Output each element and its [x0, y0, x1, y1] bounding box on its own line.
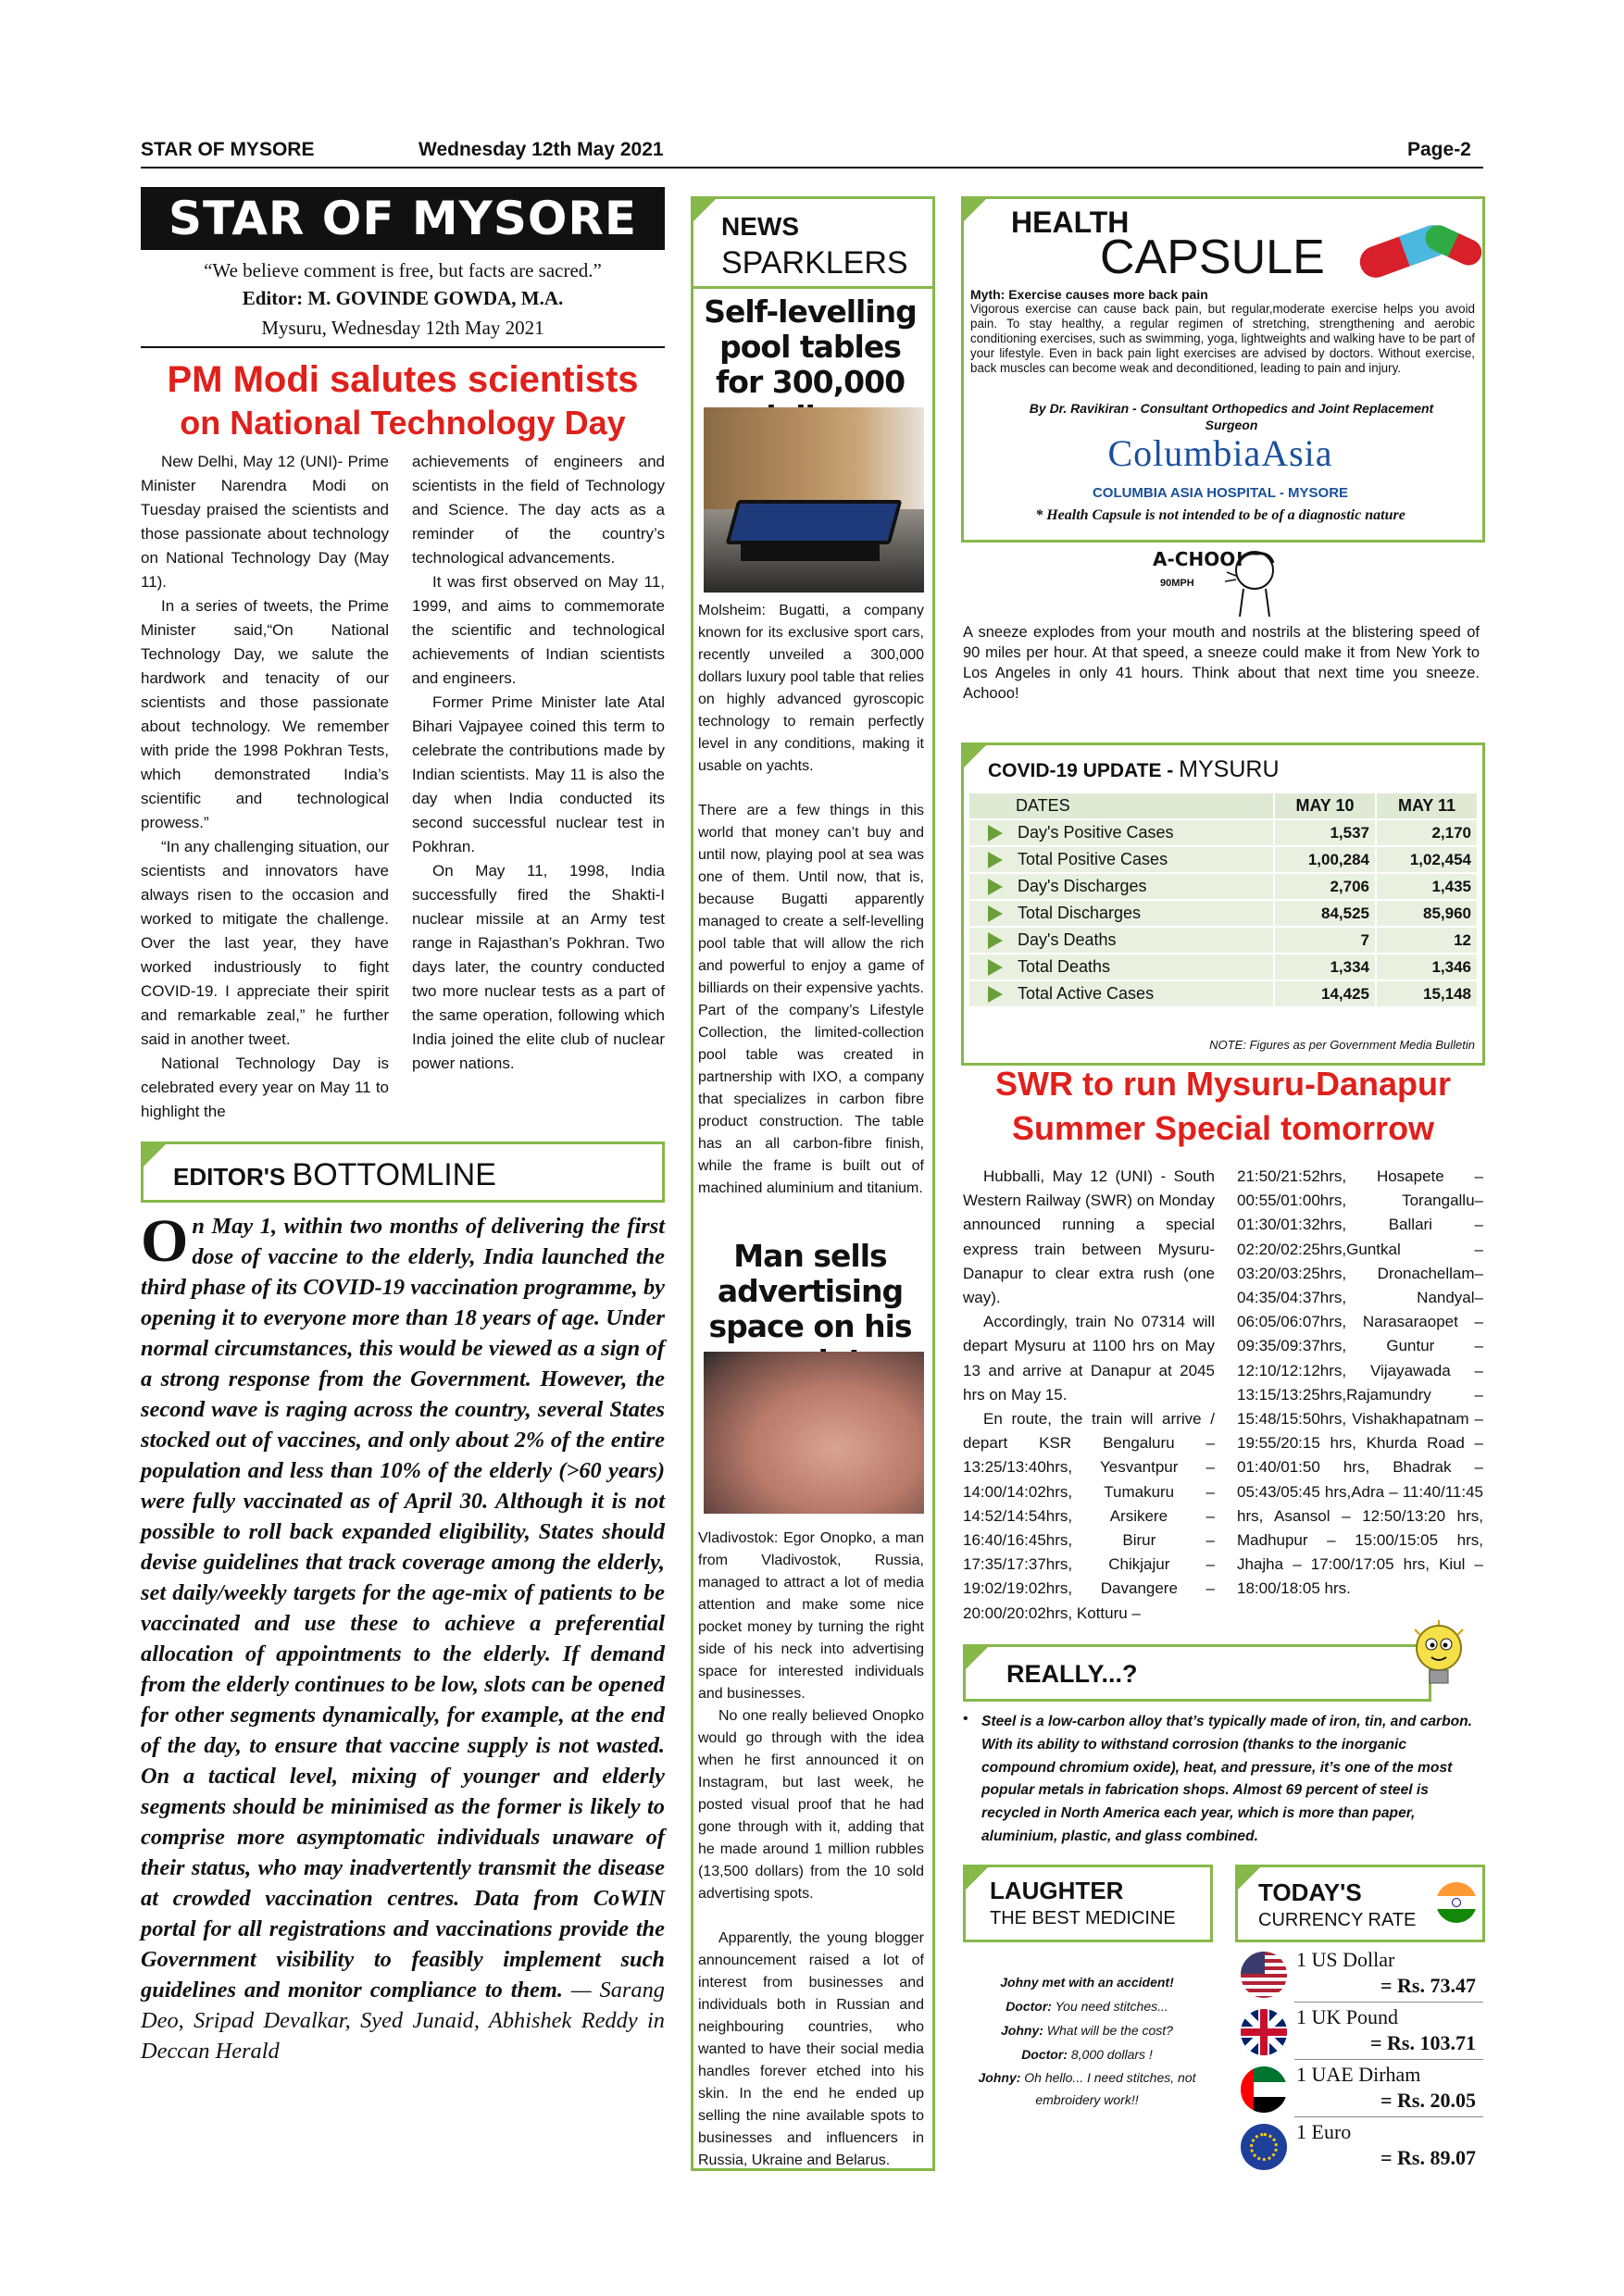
pool-table-photo	[704, 407, 924, 593]
swr-column-1	[963, 1165, 1215, 1626]
columbia-asia-name: COLUMBIA ASIA HOSPITAL - MYSORE	[1092, 485, 1349, 501]
currency-label-light: CURRENCY RATE	[1258, 1910, 1417, 1930]
pool-table-headline: Self-levelling pool tables for 300,000	[704, 293, 917, 400]
lead-paragraph: achievements of engineers and scientists in the field of Technology and Science. The day acts as a reminder of the country’s technological advancements.	[412, 453, 665, 567]
sneeze-fact: A sneeze explodes from your mouth and nostrils at the blistering speed of 90 miles per hour. At that speed, a sneeze could make it from New York to Los Angeles in only 41 hours. Think about that next time you sneeze. Achooo!	[963, 624, 1480, 702]
header-date: Wednesday 12th May 2021	[418, 139, 664, 160]
swr-paragraph: Hubballi, May 12 (UNI) - South Western Railway (SWR) on Monday announced running a special express train between Mysuru-Danapur to clear extra rush (one way).	[963, 1167, 1215, 1307]
covid-row-label	[969, 846, 1274, 873]
editorial-text: n May 1, within two months of delivering the first dose of vaccine to the elderly, India launched the third phase of its COVID-19 vaccination programme, by opening it to everyone more than 18 years of age. Under normal circumstances, this would be viewed as a sign of a strong response from the Government. However, the second wave is raging across the country, several States stocked out of vaccines, and only about 2% of the entire population and less than 10% of the elderly (>60 years) were fully vaccinated as of April 30. Although it is not possible to roll back expanded eligibility, States should devise guidelines that track coverage among the elderly, set daily/weekly targets for the age-mix of patients to be vaccinated and use these to achieve a preferential allocation of appointments to the elderly. If demand from the elderly continues to be low, slots can be opened for other segments dynamically, for example, at the end of the day, to ensure that vaccine supply is not wasted. On a tactical level, mixing of younger and elderly segments should be minimised as the former is likely to comprise more asymptomatic individuals unaware of their status, who may inadvertently transmit the disease at crowded vaccination centres. Data from CoWIN portal for all registrations and vaccinations provide the Government visibility to feasibly implement such guidelines and monitor compliance to them.	[141, 1214, 665, 2003]
currency-rate-row	[1241, 2005, 1483, 2063]
health-myth-title: Myth: Exercise causes more back pain	[970, 287, 1208, 302]
covid-title	[988, 756, 1280, 783]
really-label: REALLY...?	[1006, 1660, 1138, 1688]
sparklers-label-light: SPARKLERS	[721, 245, 908, 281]
health-myth-body: Vigorous exercise can cause back pain, but regular,moderate exercise helps you avoid pain. To stay healthy, a regular regimen of stretching, strengthening and aerobic conditioning exercises, such as swimming, yoga, lightweights and walking have to be part of your lifestyle. Even in back pain light exercises are advised by doctors. Without exercise, back muscles can become weak and deconditioned, leading to pain and injury.	[970, 302, 1475, 375]
laughter-label-bold: LAUGHTER	[990, 1877, 1124, 1904]
editorial-label-bold: EDITOR'S	[173, 1163, 286, 1191]
joke-line	[963, 2042, 1211, 2066]
header-paper-name: STAR OF MYSORE	[141, 139, 315, 160]
neck-ad-headline: Man sells advertising space on his	[708, 1238, 912, 1344]
green-corner-flag	[963, 1865, 991, 1892]
joke-speaker: Doctor:	[1006, 1999, 1052, 2014]
covid-value-may10: 14,425	[1274, 980, 1376, 1007]
covid-row-label-text: Day's Positive Cases	[1018, 823, 1174, 842]
lead-headline-line1: PM Modi salutes scientists	[167, 359, 639, 400]
lightbulb-mascot-icon	[1407, 1620, 1472, 1694]
currency-name: 1 UAE Dirham	[1296, 2063, 1421, 2086]
covid-row-label	[969, 954, 1274, 980]
really-label-box	[963, 1644, 1431, 1702]
covid-row-label-text: Total Discharges	[1018, 904, 1142, 922]
story-paragraph: Molsheim: Bugatti, a company known for its exclusive sport cars, recently unveiled a 300,000 dollars luxury pool table that relies on highly advanced gyroscopic technology to remain perfectly level in any conditions, making it usable on yachts.	[698, 603, 924, 774]
covid-value-may11: 2,170	[1376, 819, 1477, 846]
joke-line	[963, 1994, 1211, 2018]
sparklers-label-bold: NEWS	[721, 212, 799, 241]
joke-text: Oh hello... I need stitches, not embroidery work!!	[1020, 2070, 1196, 2107]
columbia-asia-logo: ColumbiaAsia	[1107, 432, 1333, 474]
health-disclaimer: * Health Capsule is not intended to be of a diagnostic nature	[1035, 507, 1405, 523]
uae-flag-icon	[1241, 2066, 1287, 2113]
covid-row-label	[969, 873, 1274, 900]
health-label-light: CAPSULE	[1100, 231, 1325, 284]
covid-row	[969, 954, 1477, 980]
green-corner-flag	[141, 1142, 169, 1169]
uk-flag-icon	[1241, 2009, 1287, 2055]
neck-ad-story	[698, 1528, 924, 2172]
really-fact: Steel is a low-carbon alloy that’s typically made of iron, tin, and carbon. With its ability to withstand corrosion (thanks to the inorganic compound chromium oxide), heat, and pressure, it’s one of the most popular metals in fabrication shops. Almost 69 percent of steel is recycled in North America each year, which is more than paper, aluminium, plastic, and glass combined.	[981, 1714, 1473, 1844]
joke-line	[963, 2066, 1211, 2111]
covid-value-may11: 1,346	[1376, 954, 1477, 980]
covid-row	[969, 846, 1477, 873]
pool-table-story	[698, 600, 924, 1200]
covid-value-may11: 12	[1376, 927, 1477, 954]
joke-speaker: Johny:	[1001, 2023, 1043, 2038]
achoo-speed: 90MPH	[1160, 578, 1194, 589]
story-paragraph: Vladivostok: Egor Onopko, a man from Vladivostok, Russia, managed to attract a lot of media attention and make some nice pocket money by turning the right side of his neck into advertising space for interested individuals and businesses.	[698, 1530, 924, 1702]
covid-row-label-text: Total Deaths	[1018, 957, 1111, 976]
swr-paragraph: Accordingly, train No 07314 will depart Mysuru at 1100 hrs on May 13 and arrive at Danapur at 2045 hrs on May 15.	[963, 1313, 1215, 1404]
story-paragraph: No one really believed Onopko would go through with the idea when he first announced it on Instagram, but last week, he posted visual proof that he had gone through with it, adding that he made around 1 million rubbles (13,500 dollars) from the 10 sold advertising spots.	[698, 1708, 924, 1902]
health-byline: By Dr. Ravikiran - Consultant Orthopedics and Joint Replacement Surgeon	[1029, 401, 1434, 432]
currency-value: = Rs. 73.47	[1380, 1974, 1476, 1997]
covid-row	[969, 819, 1477, 846]
covid-value-may10: 1,00,284	[1274, 846, 1376, 873]
covid-row-label	[969, 927, 1274, 954]
currency-value: = Rs. 89.07	[1380, 2146, 1476, 2169]
currency-rate-row	[1241, 2063, 1483, 2120]
currency-divider	[1294, 2002, 1483, 2003]
covid-header-may11: MAY 11	[1376, 793, 1477, 819]
currency-divider	[1294, 2116, 1483, 2117]
masthead-logo: STAR OF MYSORE	[141, 187, 665, 250]
laughter-label-box	[963, 1865, 1213, 1942]
green-corner-flag	[691, 196, 718, 224]
editorial-label	[173, 1157, 496, 1193]
editorial-dropcap: O	[141, 1207, 189, 1275]
covid-row-label-text: Day's Deaths	[1018, 930, 1117, 949]
masthead-editor: Editor: M. GOVINDE GOWDA, M.A.	[242, 287, 564, 309]
currency-divider	[1294, 2059, 1483, 2060]
covid-header-row	[969, 793, 1477, 819]
triangle-bullet-icon	[988, 959, 1003, 976]
laughter-joke	[963, 1970, 1211, 2111]
covid-row-label	[969, 900, 1274, 927]
currency-value: = Rs. 20.05	[1380, 2089, 1476, 2112]
lead-paragraph: In a series of tweets, the Prime Minister said,“On National Technology Day, we salute the hardwork and tenacity of our scientists and those passionate about technology. We remember with pride the 1998 Pokhran Tests, which demonstrated India’s scientific and technological prowess.”	[141, 597, 389, 831]
currency-rate-row	[1241, 2120, 1483, 2177]
green-corner-flag	[961, 742, 989, 770]
covid-row	[969, 873, 1477, 900]
health-label-bold: HEALTH	[1011, 206, 1130, 239]
covid-header-dates: DATES	[969, 793, 1274, 819]
covid-row-label-text: Total Positive Cases	[1018, 850, 1168, 868]
covid-value-may11: 1,02,454	[1376, 846, 1477, 873]
really-bullet: •	[963, 1711, 968, 1727]
header-page-number: Page-2	[1407, 139, 1471, 160]
achoo-illustration	[1153, 544, 1282, 618]
us-flag-icon	[1241, 1952, 1287, 1998]
covid-note: NOTE: Figures as per Government Media Bulletin	[1209, 1038, 1475, 1052]
lead-headline-line2: on National Technology Day	[180, 404, 626, 442]
covid-value-may10: 7	[1274, 927, 1376, 954]
currency-name: 1 Euro	[1296, 2120, 1352, 2143]
currency-label-bold: TODAY'S	[1258, 1878, 1362, 1906]
triangle-bullet-icon	[988, 879, 1003, 895]
masthead-motto: “We believe comment is free, but facts are sacred.”	[204, 259, 602, 281]
joke-text: Johny met with an accident!	[1000, 1975, 1174, 1990]
joke-speaker: Johny:	[978, 2070, 1021, 2085]
covid-value-may10: 1,334	[1274, 954, 1376, 980]
currency-rate-row	[1241, 1948, 1483, 2005]
triangle-bullet-icon	[988, 825, 1003, 842]
editorial-label-light: BOTTOMLINE	[292, 1157, 496, 1192]
currency-name: 1 US Dollar	[1296, 1948, 1395, 1971]
swr-column-2: 21:50/21:52hrs, Hosapete – 00:55/01:00hrs, Torangallu– 01:30/01:32hrs, Ballari – 02:20/02:25hrs,Guntkal – 03:20/03:25hrs, Dronachellam– 04:35/04:37hrs, Nandyal– 06:05/06:07hrs, Narasaraopet – 09:35/09:37hrs, Guntur – 12:10/12:12hrs, Vijayawada – 13:15/13:25hrs,Rajamundry – 15:48/15:50hrs, Vishakhapatnam – 19:55/20:15 hrs, Khurda Road – 01:40/01:50 hrs, Bhadrak – 05:43/05:45 hrs,Adra – 11:40/11:45 hrs, Asansol – 12:50/13:20 hrs, Madhupur – 15:00/15:05 hrs, Jhajha – 17:00/17:05 hrs, Kiul – 18:00/18:05 hrs.	[1237, 1167, 1483, 1598]
story-paragraph: There are a few things in this world that money can’t buy and until now, playing pool at sea was one of them. Until now, that is, because Bugatti apparently managed to create a self-levelling pool table that will allow the rich and powerful to enjoy a game of billiards on their expensive yachts. Part of the company’s Lifestyle Collection, the limited-collection pool table was created in partnership with IXO, a company that specializes in carbon fibre product construction. The table has an all carbon-fibre finish, while the frame is built out of machined aluminium and titanium.	[698, 803, 924, 1196]
lead-paragraph: Former Prime Minister late Atal Bihari Vajpayee coined this term to celebrate the contributions made by Indian scientists. May 11 is also the day when India conducted its second successful nuclear test in Pokhran.	[412, 693, 665, 855]
lead-paragraph: It was first observed on May 11, 1999, and aims to commemorate the scientific and technological achievements of Indian scientists and engineers.	[412, 573, 665, 687]
joke-text: You need stitches...	[1051, 1999, 1168, 2014]
green-corner-flag	[963, 1644, 991, 1672]
joke-text: What will be the cost?	[1043, 2023, 1173, 2038]
joke-speaker: Doctor:	[1021, 2047, 1068, 2062]
joke-line	[963, 2018, 1211, 2042]
lead-paragraph: On May 11, 1998, India successfully fired the Shakti-I nuclear missile at an Army test range in Rajasthan’s Pokhran. Two days later, the country conducted two more nuclear tests as a part of the same operation, following which India joined the elite club of nuclear power nations.	[412, 862, 665, 1072]
covid-value-may11: 15,148	[1376, 980, 1477, 1007]
covid-row	[969, 900, 1477, 927]
masthead-dateline: Mysuru, Wednesday 12th May 2021	[261, 317, 544, 339]
lead-column-1	[141, 450, 389, 1124]
covid-row-label-text: Day's Discharges	[1018, 877, 1147, 895]
india-flag-icon	[1436, 1882, 1477, 1923]
triangle-bullet-icon	[988, 932, 1003, 949]
lead-paragraph: New Delhi, May 12 (UNI)- Prime Minister Narendra Modi on Tuesday praised the scientists and those passionate about technology on National Technology Day (May 11).	[141, 453, 389, 591]
achoo-label: A-CHOO!	[1153, 548, 1244, 570]
swr-headline-line1: SWR to run Mysuru-Danapur	[995, 1065, 1451, 1103]
currency-label-box	[1235, 1865, 1485, 1942]
lead-paragraph: “In any challenging situation, our scientists and innovators have always risen to the occasion and worked to mitigate the challenge. Over the last year, they have worked industriously to fight COVID-19. I appreciate their spirit and remarkable zeal,” he further said in another tweet.	[141, 838, 389, 1048]
covid-value-may10: 84,525	[1274, 900, 1376, 927]
editorial-body	[141, 1207, 665, 2066]
capsule-pill-icon	[1350, 207, 1489, 281]
neck-tattoo-photo	[704, 1352, 924, 1514]
currency-list	[1241, 1948, 1483, 2177]
covid-row-label	[969, 980, 1274, 1007]
lead-column-2	[412, 450, 665, 1076]
swr-headline-line2: Summer Special tomorrow	[1011, 1109, 1435, 1147]
lead-paragraph: National Technology Day is celebrated every year on May 11 to highlight the	[141, 1054, 389, 1120]
covid-row-label-text: Total Active Cases	[1018, 984, 1155, 1003]
header-rule	[141, 167, 1483, 168]
editorial-label-box	[141, 1142, 665, 1203]
laughter-label-light: THE BEST MEDICINE	[990, 1908, 1176, 1928]
eu-flag-icon	[1241, 2124, 1287, 2170]
covid-row	[969, 927, 1477, 954]
masthead-rule	[141, 346, 665, 348]
triangle-bullet-icon	[988, 852, 1003, 868]
story-paragraph: Apparently, the young blogger announcement raised a lot of interest from businesses and individuals both in Russian and neighbouring countries, who wanted to have their social media handles forever etched into his skin. In the end he ended up selling the nine available spots to businesses and influencers in Russia, Ukraine and Belarus.	[698, 1930, 924, 2168]
editorial-credit: — Sarang Deo, Sripad Devalkar, Syed Junaid, Abhishek Reddy in Deccan Herald	[141, 1978, 665, 2064]
covid-title-bold: COVID-19 UPDATE -	[988, 760, 1174, 781]
covid-title-light: MYSURU	[1179, 756, 1280, 782]
joke-line	[963, 1970, 1211, 1994]
triangle-bullet-icon	[988, 905, 1003, 922]
covid-update-box	[961, 742, 1485, 1066]
covid-value-may11: 1,435	[1376, 873, 1477, 900]
sparklers-label-box	[691, 196, 935, 289]
currency-value: = Rs. 103.71	[1370, 2031, 1476, 2054]
swr-paragraph: En route, the train will arrive / depart KSR Bengaluru – 13:25/13:40hrs, Yesvantpur – 14:00/14:02hrs, Tumakuru – 14:52/14:54hrs, Arsikere – 16:40/16:45hrs, Birur – 17:35/17:37hrs, Chikjajur – 19:02/19:02hrs, Davangere – 20:00/20:02hrs, Kotturu –	[963, 1410, 1215, 1622]
covid-table	[969, 793, 1477, 1008]
joke-text: 8,000 dollars !	[1067, 2047, 1153, 2062]
covid-header-may10: MAY 10	[1274, 793, 1376, 819]
triangle-bullet-icon	[988, 986, 1003, 1003]
currency-name: 1 UK Pound	[1296, 2005, 1399, 2028]
green-corner-flag	[961, 196, 989, 224]
covid-value-may10: 1,537	[1274, 819, 1376, 846]
covid-value-may10: 2,706	[1274, 873, 1376, 900]
covid-value-may11: 85,960	[1376, 900, 1477, 927]
covid-row	[969, 980, 1477, 1007]
covid-row-label	[969, 819, 1274, 846]
